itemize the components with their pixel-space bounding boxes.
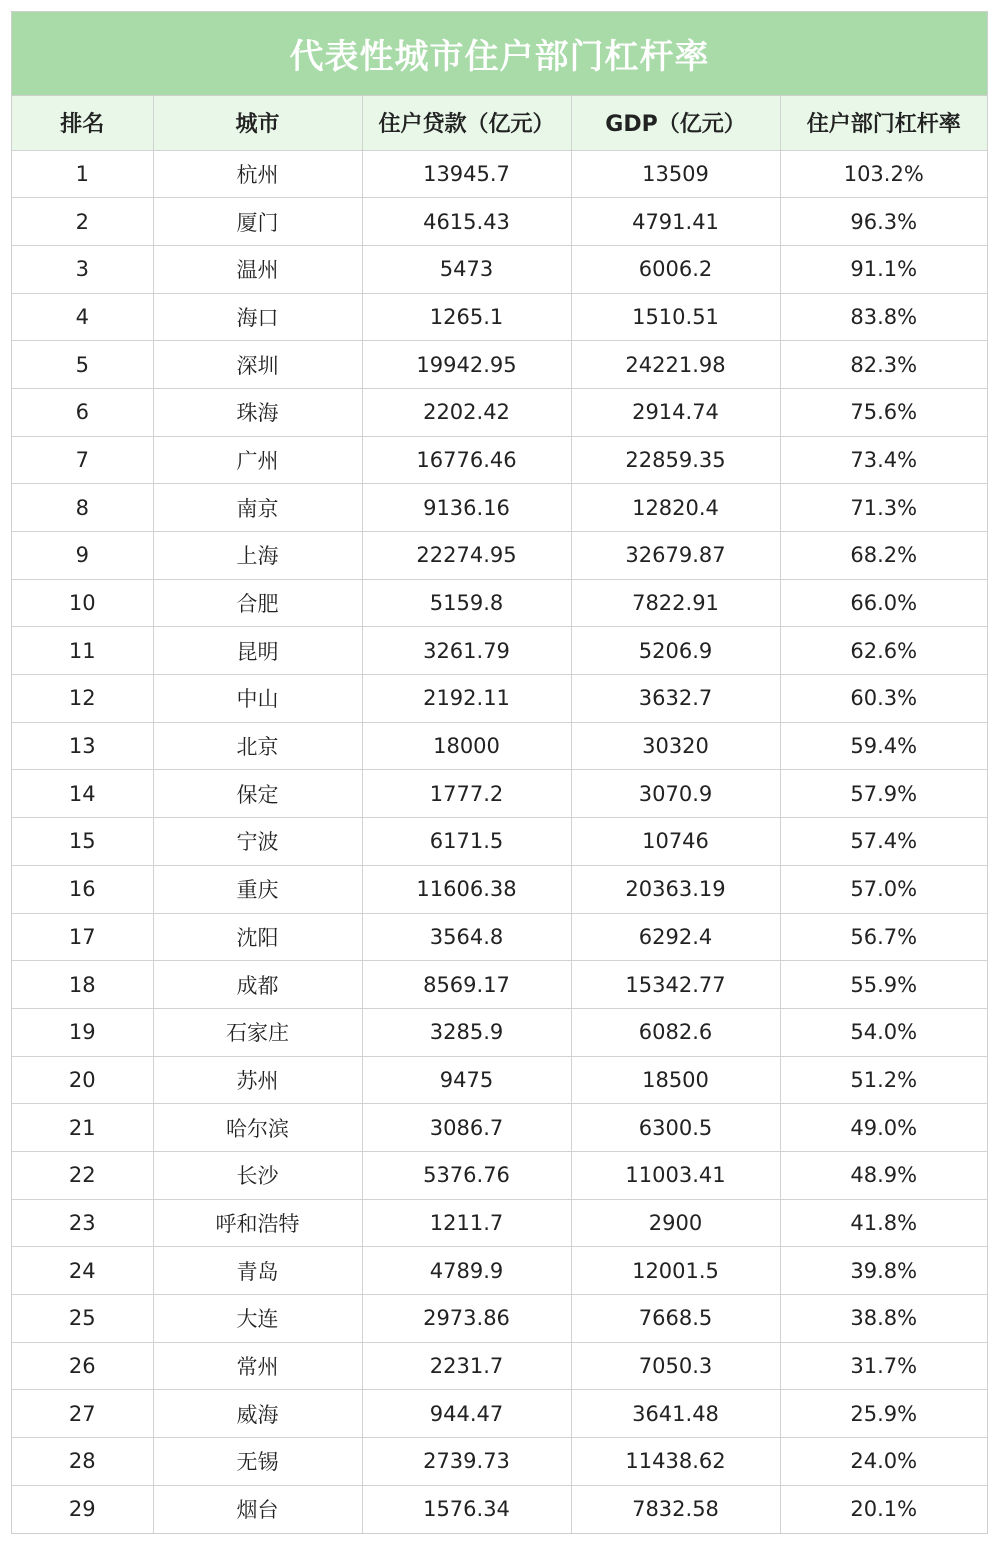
table-row [12, 1008, 987, 1056]
table-row [12, 388, 987, 436]
header-leverage-ratio: 住户部门杠杆率 [780, 96, 987, 150]
cell-household-loans: 5376.76 [362, 1151, 571, 1199]
cell-gdp: 7050.3 [571, 1342, 780, 1390]
cell-household-loans: 2973.86 [362, 1295, 571, 1343]
cell-city: 重庆 [153, 865, 362, 913]
cell-household-loans: 9475 [362, 1056, 571, 1104]
cell-household-loans: 8569.17 [362, 961, 571, 1009]
cell-rank: 16 [12, 865, 153, 913]
cell-rank: 12 [12, 675, 153, 723]
table-row [12, 484, 987, 532]
cell-gdp: 7832.58 [571, 1485, 780, 1533]
cell-household-loans: 4789.9 [362, 1247, 571, 1295]
cell-city: 珠海 [153, 388, 362, 436]
cell-gdp: 6300.5 [571, 1104, 780, 1152]
table-row [12, 1104, 987, 1152]
table-row [12, 1247, 987, 1295]
cell-gdp: 7822.91 [571, 579, 780, 627]
cell-household-loans: 2202.42 [362, 388, 571, 436]
cell-leverage-ratio: 56.7% [780, 913, 987, 961]
cell-rank: 8 [12, 484, 153, 532]
cell-rank: 14 [12, 770, 153, 818]
cell-gdp: 30320 [571, 722, 780, 770]
table-row [12, 579, 987, 627]
cell-leverage-ratio: 83.8% [780, 293, 987, 341]
cell-rank: 29 [12, 1485, 153, 1533]
cell-rank: 18 [12, 961, 153, 1009]
cell-gdp: 2900 [571, 1199, 780, 1247]
table-row [12, 865, 987, 913]
cell-household-loans: 9136.16 [362, 484, 571, 532]
cell-city: 石家庄 [153, 1008, 362, 1056]
cell-gdp: 10746 [571, 818, 780, 866]
table-title: 代表性城市住户部门杠杆率 [12, 12, 987, 96]
cell-rank: 11 [12, 627, 153, 675]
cell-gdp: 4791.41 [571, 198, 780, 246]
cell-rank: 3 [12, 245, 153, 293]
cell-leverage-ratio: 49.0% [780, 1104, 987, 1152]
table-row [12, 1151, 987, 1199]
header-gdp: GDP（亿元） [571, 96, 780, 150]
cell-leverage-ratio: 48.9% [780, 1151, 987, 1199]
cell-rank: 20 [12, 1056, 153, 1104]
cell-city: 常州 [153, 1342, 362, 1390]
cell-household-loans: 3261.79 [362, 627, 571, 675]
cell-city: 无锡 [153, 1438, 362, 1486]
header-city: 城市 [153, 96, 362, 150]
cell-household-loans: 2739.73 [362, 1438, 571, 1486]
cell-household-loans: 1576.34 [362, 1485, 571, 1533]
table-row [12, 532, 987, 580]
cell-leverage-ratio: 71.3% [780, 484, 987, 532]
header-rank: 排名 [12, 96, 153, 150]
cell-leverage-ratio: 59.4% [780, 722, 987, 770]
cell-city: 中山 [153, 675, 362, 723]
cell-leverage-ratio: 68.2% [780, 532, 987, 580]
table-row [12, 436, 987, 484]
cell-gdp: 6082.6 [571, 1008, 780, 1056]
cell-leverage-ratio: 24.0% [780, 1438, 987, 1486]
cell-city: 呼和浩特 [153, 1199, 362, 1247]
cell-gdp: 11003.41 [571, 1151, 780, 1199]
table-row [12, 1438, 987, 1486]
cell-gdp: 3070.9 [571, 770, 780, 818]
cell-household-loans: 6171.5 [362, 818, 571, 866]
cell-leverage-ratio: 66.0% [780, 579, 987, 627]
cell-gdp: 12001.5 [571, 1247, 780, 1295]
cell-household-loans: 3564.8 [362, 913, 571, 961]
cell-leverage-ratio: 62.6% [780, 627, 987, 675]
cell-gdp: 7668.5 [571, 1295, 780, 1343]
cell-rank: 13 [12, 722, 153, 770]
cell-city: 厦门 [153, 198, 362, 246]
cell-gdp: 2914.74 [571, 388, 780, 436]
cell-city: 南京 [153, 484, 362, 532]
cell-city: 北京 [153, 722, 362, 770]
cell-gdp: 13509 [571, 150, 780, 198]
cell-city: 广州 [153, 436, 362, 484]
cell-leverage-ratio: 57.4% [780, 818, 987, 866]
table-row [12, 150, 987, 198]
cell-city: 长沙 [153, 1151, 362, 1199]
cell-household-loans: 13945.7 [362, 150, 571, 198]
cell-city: 烟台 [153, 1485, 362, 1533]
table-row [12, 675, 987, 723]
cell-gdp: 24221.98 [571, 341, 780, 389]
leverage-table [11, 11, 988, 1534]
cell-city: 青岛 [153, 1247, 362, 1295]
cell-leverage-ratio: 20.1% [850, 1497, 918, 1522]
cell-city: 威海 [153, 1390, 362, 1438]
cell-city: 宁波 [153, 818, 362, 866]
cell-city: 沈阳 [153, 913, 362, 961]
cell-rank: 4 [12, 293, 153, 341]
cell-leverage-ratio: 38.8% [780, 1295, 987, 1343]
table-row [12, 961, 987, 1009]
table-row [12, 722, 987, 770]
cell-city: 上海 [153, 532, 362, 580]
cell-city: 大连 [153, 1295, 362, 1343]
cell-gdp: 15342.77 [571, 961, 780, 1009]
cell-gdp: 18500 [571, 1056, 780, 1104]
table-body [12, 150, 987, 1533]
cell-gdp: 32679.87 [571, 532, 780, 580]
table-row [12, 1295, 987, 1343]
cell-leverage-ratio: 41.8% [780, 1199, 987, 1247]
cell-household-loans: 16776.46 [362, 436, 571, 484]
cell-household-loans: 2231.7 [362, 1342, 571, 1390]
cell-rank: 2 [12, 198, 153, 246]
cell-rank: 22 [12, 1151, 153, 1199]
cell-household-loans: 1265.1 [362, 293, 571, 341]
table-row [12, 293, 987, 341]
cell-leverage-ratio: 39.8% [780, 1247, 987, 1295]
cell-rank: 5 [12, 341, 153, 389]
cell-rank: 23 [12, 1199, 153, 1247]
cell-city: 哈尔滨 [153, 1104, 362, 1152]
table-row [12, 245, 987, 293]
cell-city: 合肥 [153, 579, 362, 627]
cell-rank: 7 [12, 436, 153, 484]
cell-gdp: 12820.4 [571, 484, 780, 532]
cell-rank: 27 [12, 1390, 153, 1438]
table-row [12, 913, 987, 961]
cell-leverage-ratio: 82.3% [780, 341, 987, 389]
data-table [12, 96, 987, 1533]
cell-rank: 17 [12, 913, 153, 961]
cell-household-loans: 2192.11 [362, 675, 571, 723]
cell-leverage-ratio: 73.4% [780, 436, 987, 484]
cell-household-loans: 944.47 [362, 1390, 571, 1438]
table-row [12, 627, 987, 675]
cell-rank: 28 [12, 1438, 153, 1486]
cell-rank: 19 [12, 1008, 153, 1056]
cell-leverage-ratio: 75.6% [780, 388, 987, 436]
cell-household-loans: 1777.2 [362, 770, 571, 818]
cell-leverage-ratio: 60.3% [780, 675, 987, 723]
header-row [12, 96, 987, 150]
cell-household-loans: 22274.95 [362, 532, 571, 580]
cell-household-loans: 18000 [362, 722, 571, 770]
table-row [12, 1390, 987, 1438]
cell-rank: 21 [12, 1104, 153, 1152]
cell-city: 深圳 [153, 341, 362, 389]
cell-gdp: 3641.48 [571, 1390, 780, 1438]
table-row [12, 1056, 987, 1104]
cell-leverage-ratio: 25.9% [780, 1390, 987, 1438]
cell-gdp: 6292.4 [571, 913, 780, 961]
cell-household-loans: 11606.38 [362, 865, 571, 913]
cell-rank: 6 [12, 388, 153, 436]
table-row [12, 341, 987, 389]
cell-household-loans: 5473 [362, 245, 571, 293]
cell-city: 苏州 [153, 1056, 362, 1104]
cell-gdp: 6006.2 [571, 245, 780, 293]
cell-leverage-ratio: 103.2% [780, 150, 987, 198]
cell-leverage-ratio: 57.9% [780, 770, 987, 818]
cell-rank: 15 [12, 818, 153, 866]
cell-household-loans: 1211.7 [362, 1199, 571, 1247]
cell-leverage-ratio: 31.7% [780, 1342, 987, 1390]
cell-rank: 10 [12, 579, 153, 627]
cell-gdp: 20363.19 [571, 865, 780, 913]
cell-gdp: 22859.35 [571, 436, 780, 484]
cell-leverage-ratio: 54.0% [780, 1008, 987, 1056]
cell-leverage-ratio: 96.3% [780, 198, 987, 246]
cell-city: 温州 [153, 245, 362, 293]
table-row [12, 818, 987, 866]
table-row [12, 770, 987, 818]
table-row [12, 1342, 987, 1390]
cell-household-loans: 4615.43 [362, 198, 571, 246]
cell-gdp: 1510.51 [571, 293, 780, 341]
cell-rank: 24 [12, 1247, 153, 1295]
table-row [12, 1485, 987, 1533]
table-row [12, 198, 987, 246]
cell-household-loans: 3086.7 [362, 1104, 571, 1152]
header-household-loans: 住户贷款（亿元） [362, 96, 571, 150]
cell-city: 昆明 [153, 627, 362, 675]
cell-leverage-ratio: 55.9% [780, 961, 987, 1009]
cell-rank: 1 [12, 150, 153, 198]
cell-city: 成都 [153, 961, 362, 1009]
cell-gdp: 5206.9 [571, 627, 780, 675]
cell-rank: 25 [12, 1295, 153, 1343]
cell-household-loans: 5159.8 [362, 579, 571, 627]
table-row [12, 1199, 987, 1247]
cell-leverage-ratio: 51.2% [780, 1056, 987, 1104]
cell-city: 杭州 [153, 150, 362, 198]
cell-gdp: 3632.7 [571, 675, 780, 723]
cell-leverage-ratio: 91.1% [780, 245, 987, 293]
cell-leverage-ratio: 57.0% [780, 865, 987, 913]
cell-rank: 9 [12, 532, 153, 580]
cell-gdp: 11438.62 [571, 1438, 780, 1486]
cell-household-loans: 3285.9 [362, 1008, 571, 1056]
cell-city: 保定 [153, 770, 362, 818]
cell-rank: 26 [12, 1342, 153, 1390]
cell-city: 海口 [153, 293, 362, 341]
cell-household-loans: 19942.95 [362, 341, 571, 389]
